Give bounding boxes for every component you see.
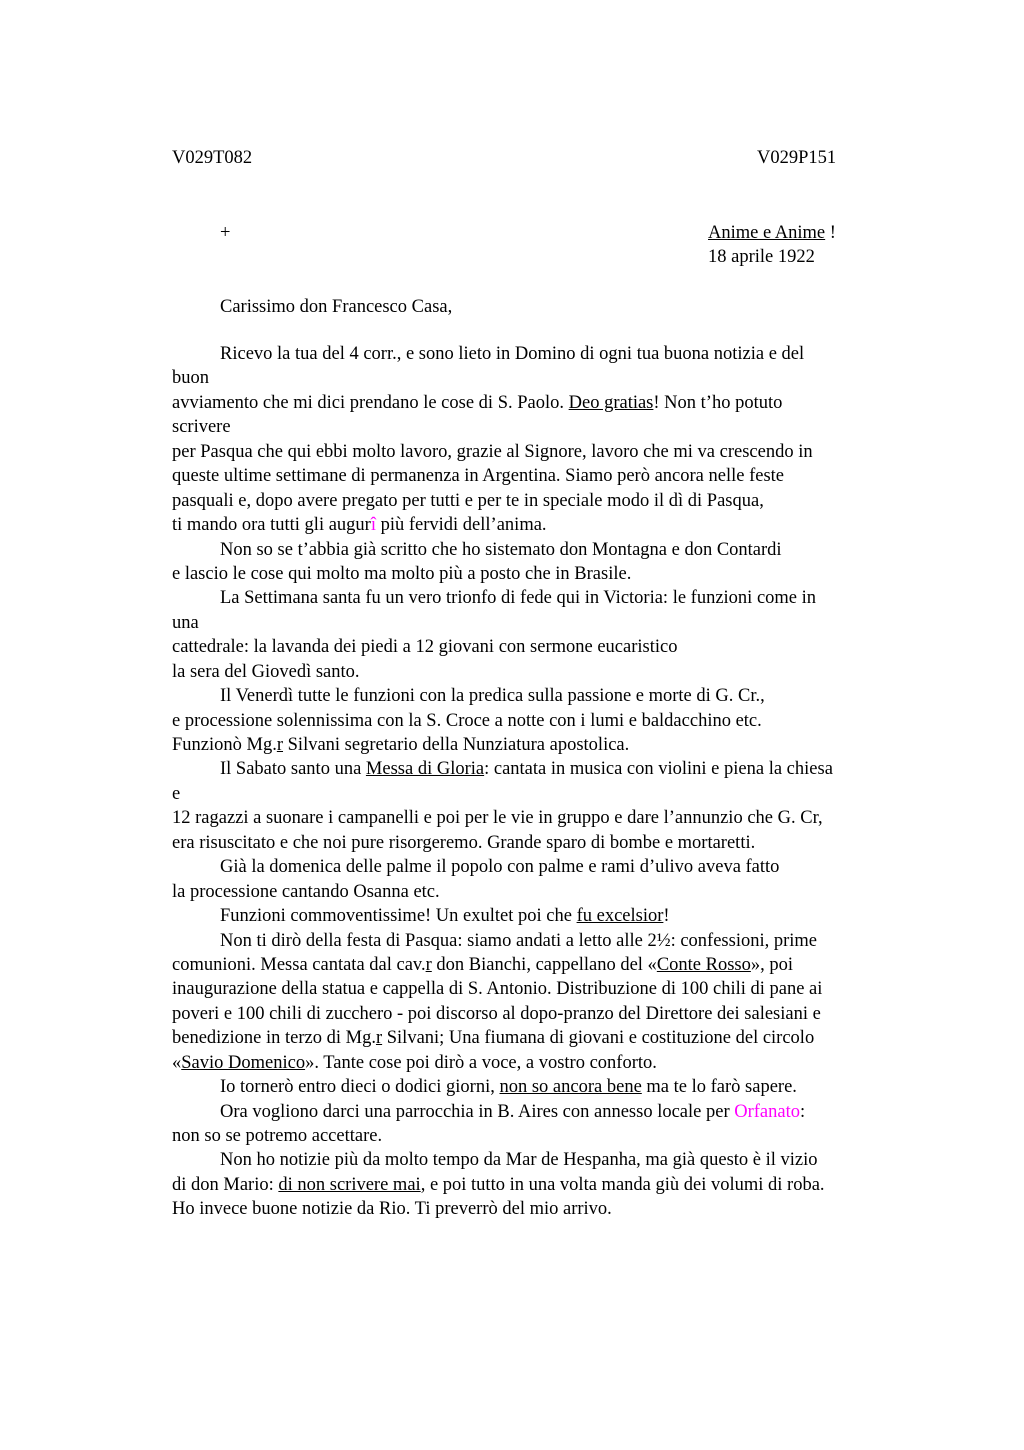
body-line: Non so se t’abbia già scritto che ho sistemato don Montagna e don Contardi: [220, 539, 782, 560]
body-line: Non ho notizie più da molto tempo da Mar de Hespanha, ma già questo è il vizio: [220, 1150, 818, 1171]
body-line: era risuscitato e che noi pure risorgeremo. Grande sparo di bombe e mortaretti.: [172, 832, 756, 853]
body-line: La Settimana santa fu un vero trionfo di fede qui in Victoria: le funzioni come in: [220, 588, 817, 609]
body-line: e processione solennissima con la S. Croce a notte con i lumi e baldacchino etc.: [172, 710, 762, 731]
letter-date: 18 aprile 1922: [708, 247, 815, 267]
body-line: inaugurazione della statua e cappella di S. Antonio. Distribuzione di 100 chili di pane ai: [172, 979, 823, 1000]
underlined-superscript: r: [425, 954, 432, 975]
body-line: Non ti dirò della festa di Pasqua: siamo andati a letto alle 2½: confessioni, prime: [220, 930, 817, 951]
underlined-phrase: fu excelsior: [576, 906, 664, 927]
body-line: ti mando ora tutti gli augurî più fervidi dell’anima.: [172, 515, 547, 536]
body-line: Il Sabato santo una Messa di Gloria: cantata in musica con violini e piena la chiesa: [220, 759, 833, 780]
underlined-phrase: non so ancora bene: [499, 1077, 642, 1098]
body-line: di don Mario: di non scrivere mai, e poi tutto in una volta manda giù dei volumi di roba.: [172, 1174, 825, 1195]
body-line: la processione cantando Osanna etc.: [172, 881, 440, 902]
body-line: Funzioni commoventissime! Un exultet poi che fu excelsior!: [220, 906, 670, 927]
highlighted-word: Orfanato: [734, 1101, 800, 1122]
salutation: Carissimo don Francesco Casa,: [220, 297, 453, 317]
underlined-phrase: Messa di Gloria: [365, 759, 485, 780]
body-line: buon: [172, 368, 209, 389]
body-line: Ho invece buone notizie da Rio. Ti preverrò del mio arrivo.: [172, 1199, 612, 1220]
body-line: Funzionò Mg.r Silvani segretario della Nunziatura apostolica.: [172, 735, 630, 755]
underlined-phrase: Conte Rosso: [656, 954, 751, 975]
body-line: benedizione in terzo di Mg.r Silvani; Una fiumana di giovani e costituzione del circolo: [172, 1028, 815, 1049]
motto: [708, 221, 836, 245]
body-line: Già la domenica delle palme il popolo con palme e rami d’ulivo aveva fatto: [220, 857, 780, 878]
document-code-right: V029P151: [757, 148, 837, 168]
body-line: 12 ragazzi a suonare i campanelli e poi per le vie in gruppo e dare l’annunzio che G. Cr,: [172, 808, 823, 829]
body-line: non so se potremo accettare.: [172, 1126, 383, 1146]
underlined-superscript: r: [375, 1028, 383, 1049]
body-line: avviamento che mi dici prendano le cose di S. Paolo. Deo gratias! Non t’ho potuto: [172, 392, 783, 413]
document-code-left: V029T082: [172, 148, 253, 168]
body-line: comunioni. Messa cantata dal cav.r don Bianchi, cappellano del «Conte Rosso», poi: [172, 954, 794, 975]
body-line: scrivere: [172, 417, 231, 438]
motto-exclamation: !: [825, 223, 836, 243]
body-line: per Pasqua che qui ebbi molto lavoro, grazie al Signore, lavoro che mi va crescendo in: [172, 441, 813, 462]
body-line: Ricevo la tua del 4 corr., e sono lieto in Domino di ogni tua buona notizia e del: [220, 344, 805, 364]
letter-body: [172, 342, 912, 1222]
underlined-phrase: di non scrivere mai: [278, 1174, 421, 1195]
underlined-superscript: r: [276, 735, 284, 755]
body-line: poveri e 100 chili di zucchero - poi discorso al dopo-pranzo del Direttore dei salesiani e: [172, 1003, 821, 1024]
body-line: la sera del Giovedì santo.: [172, 661, 360, 682]
underlined-phrase: Deo gratias: [568, 392, 654, 413]
body-line: una: [172, 612, 199, 633]
motto-underlined: Anime e Anime: [708, 223, 826, 243]
body-line: e: [172, 783, 181, 804]
body-line: pasquali e, dopo avere pregato per tutti e per te in speciale modo il dì di Pasqua,: [172, 490, 764, 511]
body-line: Il Venerdì tutte le funzioni con la predica sulla passione e morte di G. Cr.,: [220, 686, 765, 707]
highlighted-char: î: [370, 515, 376, 536]
body-line: Io tornerò entro dieci o dodici giorni, non so ancora bene ma te lo farò sapere.: [220, 1077, 797, 1098]
body-line: e lascio le cose qui molto ma molto più a posto che in Brasile.: [172, 563, 632, 584]
body-line: cattedrale: la lavanda dei piedi a 12 giovani con sermone eucaristico: [172, 637, 678, 658]
body-line: Ora vogliono darci una parrocchia in B. Aires con annesso locale per Orfanato:: [220, 1101, 806, 1122]
underlined-phrase: Savio Domenico: [181, 1052, 306, 1073]
cross-mark: +: [220, 223, 231, 243]
body-line: «Savio Domenico». Tante cose poi dirò a voce, a vostro conforto.: [172, 1052, 657, 1073]
body-line: queste ultime settimane di permanenza in Argentina. Siamo però ancora nelle feste: [172, 466, 784, 487]
